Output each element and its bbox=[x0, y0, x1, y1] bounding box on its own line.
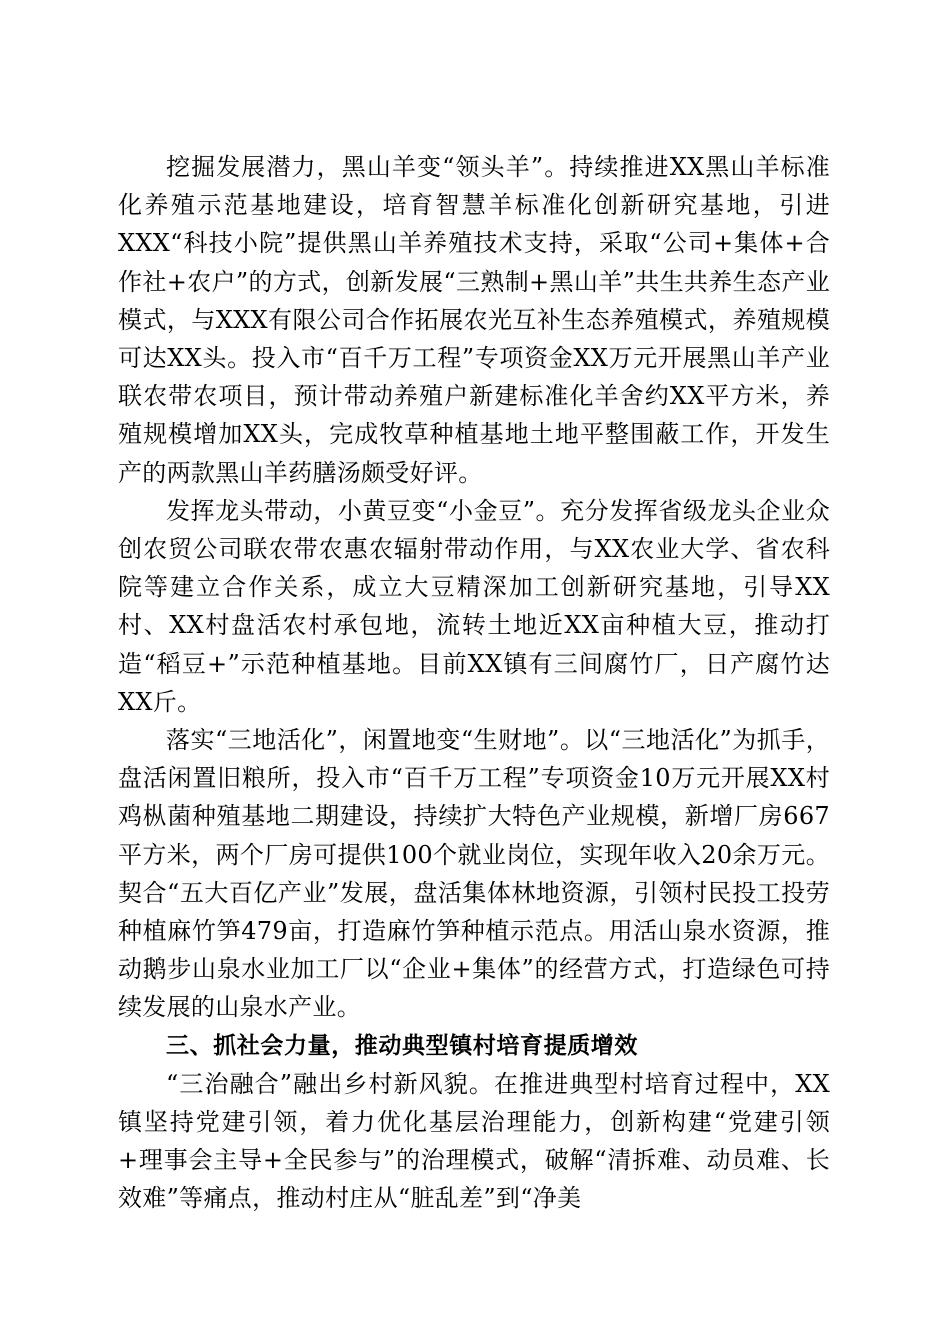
paragraph-black-goat: 挖掘发展潜力，黑山羊变“领头羊”。持续推进XX黑山羊标准化养殖示范基地建设，培育智慧羊标准化创新研究基地，引进XXX“科技小院”提供黑山羊养殖技术支持，采取“公司+集体+合作社+农户”的方式，创新发展“三熟制+黑山羊”共生共养生态产业模式，与XXX有限公司合作拓展农光互补生态养殖模式，养殖规模可达XX头。投入市“百千万工程”专项资金XX万元开展黑山羊产业联农带农项目，预计带动养殖户新建标准化羊舍约XX平方米，养殖规模增加XX头，完成牧草种植基地土地平整围蔽工作，开发生产的两款黑山羊药膳汤颇受好评。 bbox=[118, 153, 830, 487]
document-page bbox=[118, 148, 830, 1218]
paragraph-soybean: 发挥龙头带动，小黄豆变“小金豆”。充分发挥省级龙头企业众创农贸公司联农带农惠农辐射带动作用，与XX农业大学、省农科院等建立合作关系，成立大豆精深加工创新研究基地，引导XX村、XX村盘活农村承包地，流转土地近XX亩种植大豆，推动打造“稻豆+”示范种植基地。目前XX镇有三间腐竹厂，日产腐竹达XX斤。 bbox=[118, 496, 830, 716]
paragraph-land-activation: 落实“三地活化”，闲置地变“生财地”。以“三地活化”为抓手，盘活闲置旧粮所，投入市“百千万工程”专项资金10万元开展XX村鸡枞菌种殖基地二期建设，持续扩大特色产业规模，新增厂房667平方米，两个厂房可提供100个就业岗位，实现年收入20余万元。契合“五大百亿产业”发展，盘活集体林地资源，引领村民投工投劳种植麻竹笋479亩，打造麻竹笋种植示范点。用活山泉水资源，推动鹅步山泉水业加工厂以“企业+集体”的经营方式，打造绿色可持续发展的山泉水产业。 bbox=[118, 726, 830, 1022]
section-heading: 三、抓社会力量，推动典型镇村培育提质增效 bbox=[166, 1032, 638, 1059]
paragraph-three-governance: “三治融合”融出乡村新风貌。在推进典型村培育过程中，XX镇坚持党建引领，着力优化基层治理能力，创新构建“党建引领+理事会主导+全民参与”的治理模式，破解“清拆难、动员难、长效难”等痛点，推动村庄从“脏乱差”到“净美 bbox=[118, 1069, 830, 1213]
